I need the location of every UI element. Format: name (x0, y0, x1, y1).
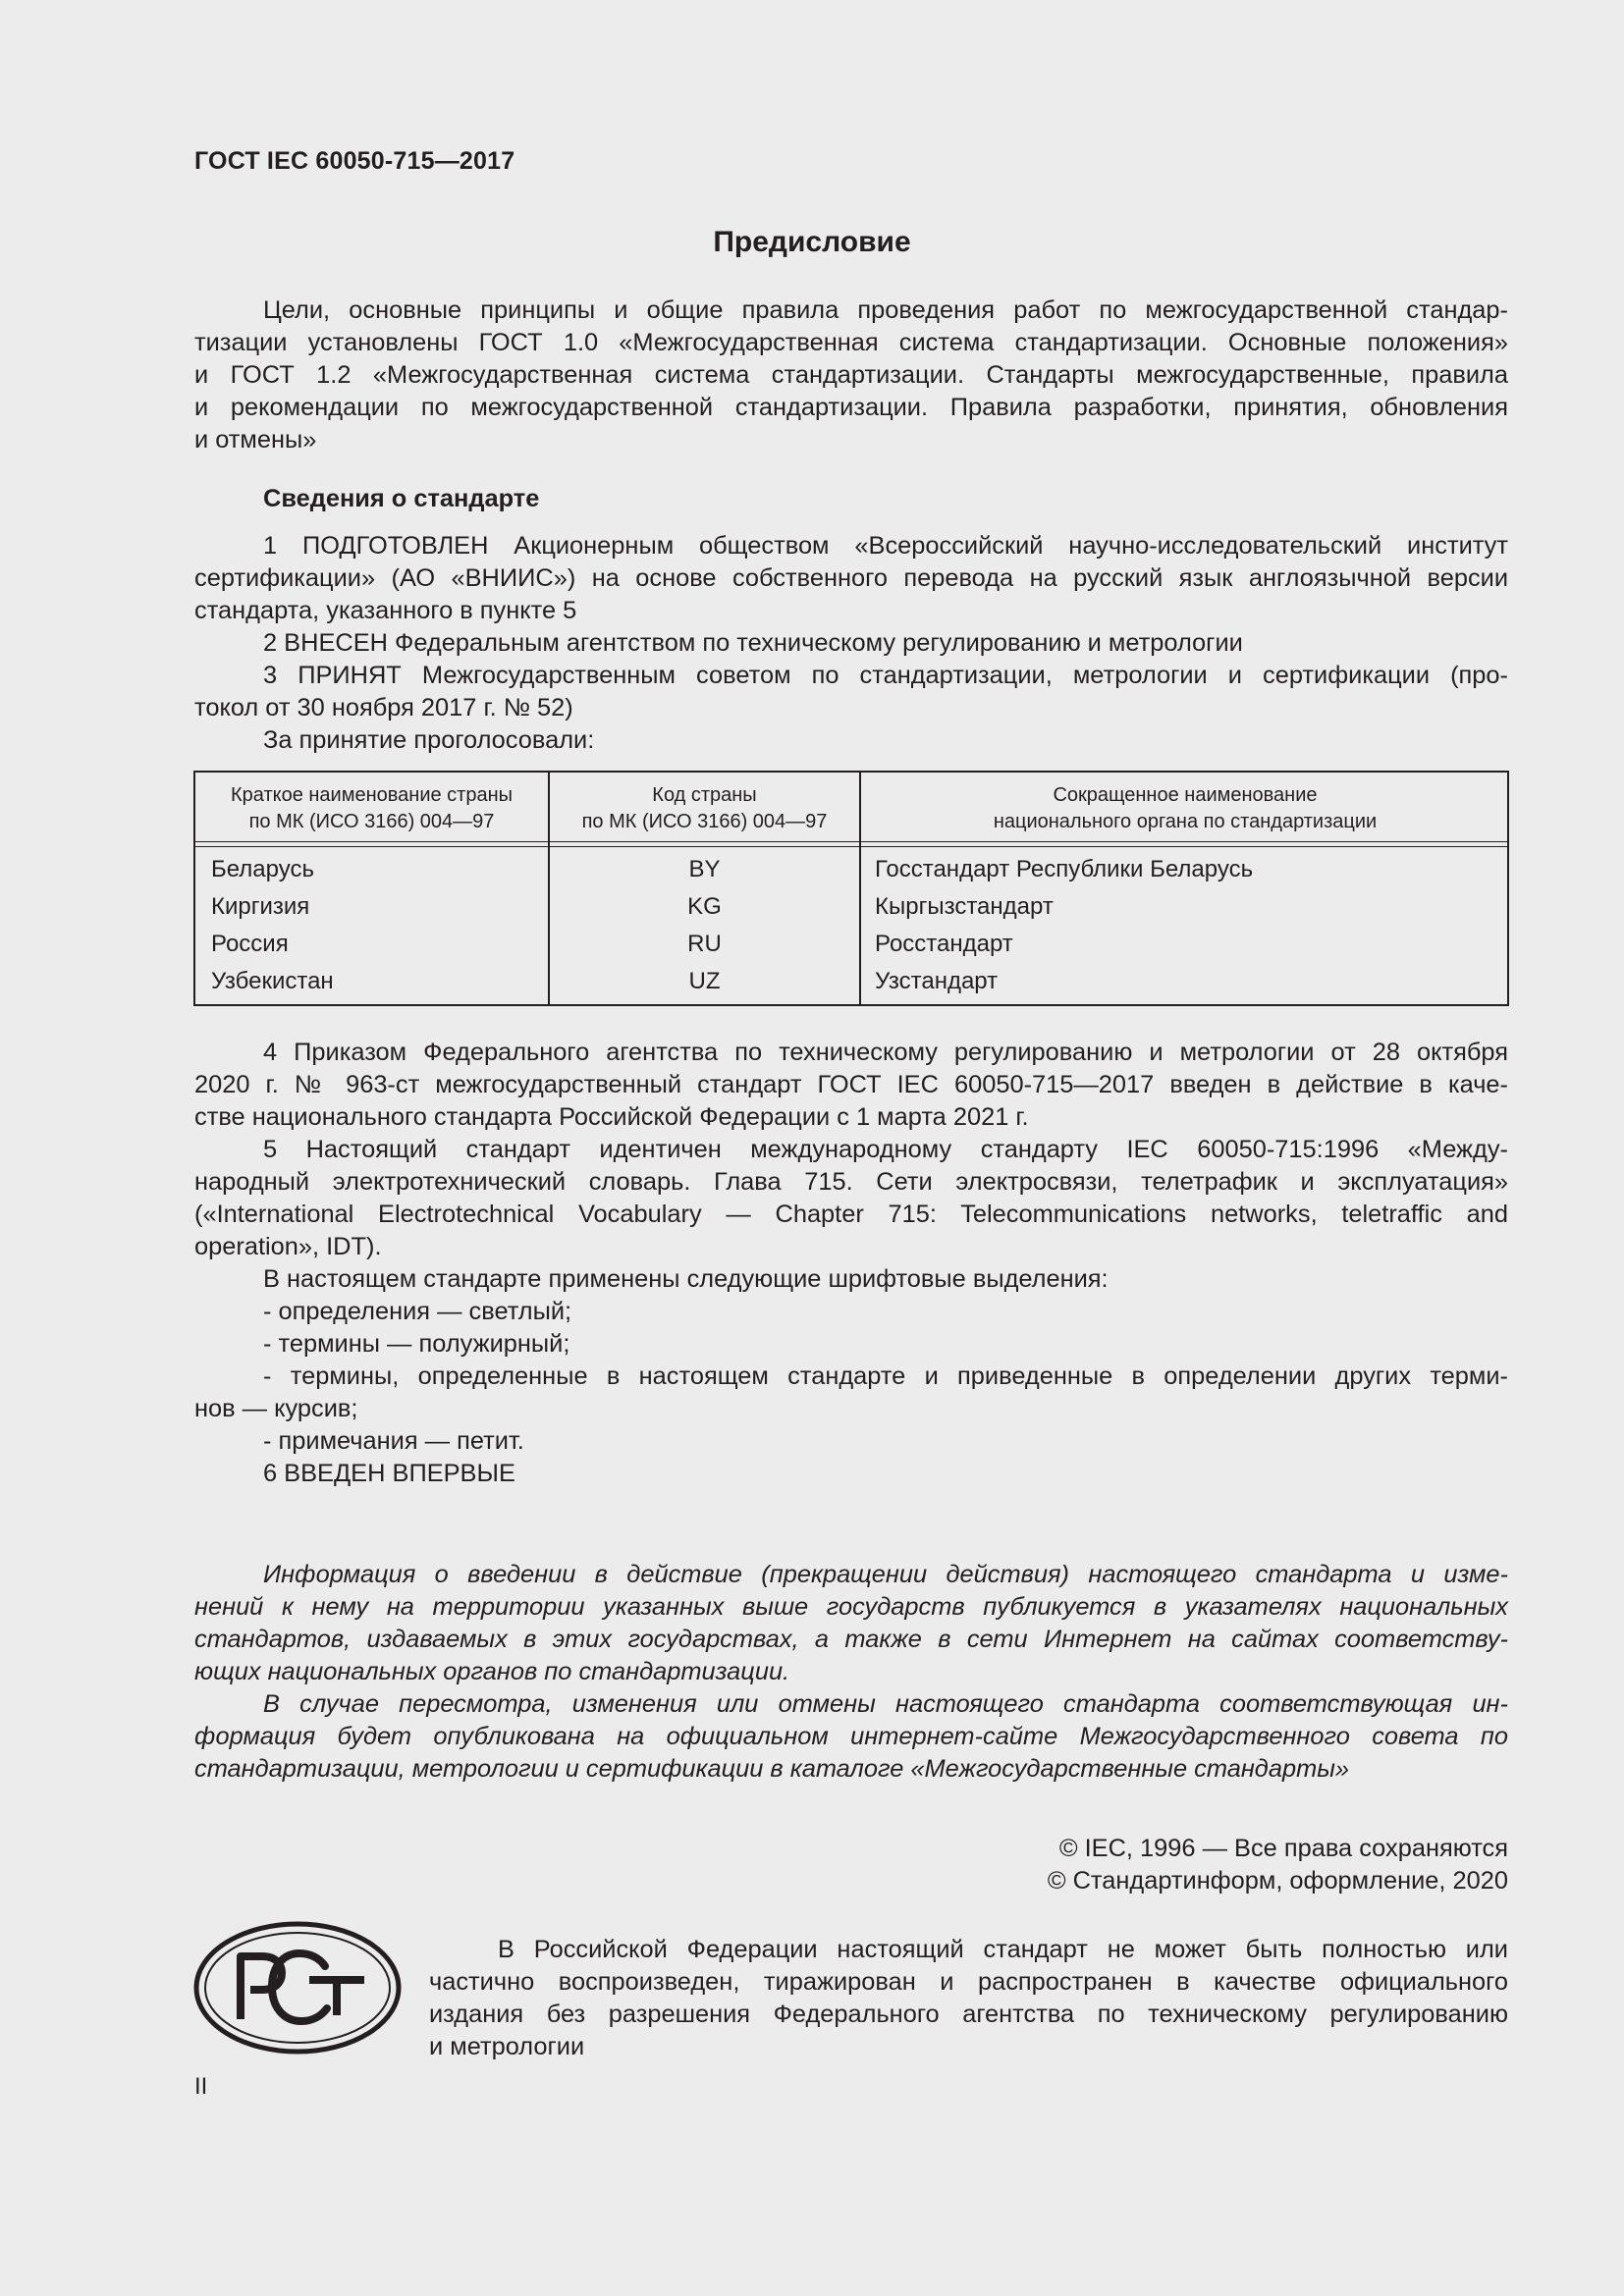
document-header: ГОСТ IEC 60050-715—2017 (194, 147, 515, 175)
table-cell: KG (687, 893, 722, 920)
text-line: 2 ВНЕСЕН Федеральным агентством по техническому регулированию и метрологии (263, 629, 1243, 657)
text-line: 5 Настоящий стандарт идентичен международному стандарту IEC 60050-715:1996 «Между- (263, 1136, 1508, 1163)
table-header-body: Сокращенное наименование национального органа по стандартизации (993, 784, 1378, 832)
table-cell: Киргизия (211, 893, 310, 920)
table-cell: Беларусь (211, 856, 314, 882)
intro-paragraph (194, 294, 1508, 456)
table-cell: Россия (211, 931, 289, 957)
text-line: издания без разрешения Федерального агентства по техническому регулированию (429, 2001, 1508, 2028)
text-line: и отмены» (194, 426, 317, 454)
table-cell: Госстандарт Республики Беларусь (875, 856, 1254, 882)
table-divider (195, 846, 1507, 847)
text-line: и ГОСТ 1.2 «Межгосударственная система стандартизации. Стандарты межгосударственные, правила (194, 361, 1508, 389)
text-line: - термины — полужирный; (263, 1330, 570, 1358)
text-line: ющих национальных органов по стандартизации. (194, 1658, 790, 1685)
text-line: нов — курсив; (194, 1395, 358, 1422)
table-cell: Кыргызстандарт (875, 893, 1054, 920)
text-line: Цели, основные принципы и общие правила проведения работ по межгосударственной стандар- (263, 296, 1508, 324)
table-divider (195, 841, 1507, 842)
text-line: В Российской Федерации настоящий стандарт не может быть полностью или (498, 1936, 1508, 1963)
table-cell: Узстандарт (875, 968, 999, 994)
table-cell: Узбекистан (211, 968, 334, 994)
text-line: частично воспроизведен, тиражирован и распространен в качестве официального (429, 1968, 1508, 1996)
text-line: 3 ПРИНЯТ Межгосударственным советом по стандартизации, метрологии и сертификации (про- (263, 662, 1508, 689)
page-number: II (194, 2073, 208, 2100)
table-cell: RU (687, 931, 722, 957)
text-line: Информация о введении в действие (прекращении действия) настоящего стандарта и изме- (263, 1561, 1508, 1588)
text-line: В настоящем стандарте применены следующие шрифтовые выделения: (263, 1265, 1109, 1293)
text-line: народный электротехнический словарь. Глава 715. Сети электросвязи, телетрафик и эксплуатация» (194, 1168, 1508, 1196)
table-column-country (211, 851, 334, 1000)
text-line: В случае пересмотра, изменения или отмены настоящего стандарта соответствующая ин- (263, 1690, 1508, 1718)
text-line: тизации установлены ГОСТ 1.0 «Межгосударственная система стандартизации. Основные положения» (194, 329, 1508, 356)
legal-notice (429, 1934, 1508, 2063)
table-column-code (550, 851, 859, 1000)
voting-table (193, 771, 1509, 1006)
page-title: Предисловие (713, 226, 911, 258)
copyright-line: © Стандартинформ, оформление, 2020 (1047, 1867, 1508, 1895)
text-line: стандарта, указанного в пункте 5 (194, 597, 577, 624)
italic-notes (194, 1559, 1508, 1786)
table-header-code: Код страны по МК (ИСО 3166) 004—97 (581, 784, 828, 832)
info-items-b (194, 1037, 1508, 1490)
table-cell: Росстандарт (875, 931, 1013, 957)
text-line: токол от 30 ноября 2017 г. № 52) (194, 694, 573, 721)
text-line: нений к нему на территории указанных выше государств публикуется в указателях национальных (194, 1593, 1508, 1621)
table-header-country: Краткое наименование страны по МК (ИСО 3166) 004—97 (230, 784, 514, 832)
section-heading: Сведения о стандарте (263, 485, 540, 512)
text-line: 2020 г. № 963-ст межгосударственный стандарт ГОСТ IEC 60050-715—2017 введен в действие в каче- (194, 1071, 1508, 1098)
text-line: сертификации» (АО «ВНИИС») на основе собственного перевода на русский язык англоязычной версии (194, 564, 1508, 592)
text-line: 1 ПОДГОТОВЛЕН Акционерным обществом «Всероссийский научно-исследовательский институт (263, 532, 1508, 560)
text-line: и рекомендации по межгосударственной стандартизации. Правила разработки, принятия, обновления (194, 394, 1508, 421)
text-line: стве национального стандарта Российской Федерации с 1 марта 2021 г. (194, 1103, 1029, 1131)
text-line: - термины, определенные в настоящем стандарте и приведенные в определении других терми- (263, 1362, 1508, 1390)
text-line: - определения — светлый; (263, 1298, 572, 1325)
logo-label: РСТ (298, 2049, 299, 2050)
table-column-body (875, 851, 1253, 1000)
text-line: стандартов, издаваемых в этих государствах, а также в сети Интернет на сайтах соответству- (194, 1626, 1508, 1653)
rst-logo (193, 1921, 402, 2055)
text-line: - примечания — петит. (263, 1427, 524, 1455)
text-line: («International Electrotechnical Vocabulary — Chapter 715: Telecommunications networks, teletraffic and (194, 1201, 1508, 1228)
text-line: формация будет опубликована на официальном интернет-сайте Межгосударственного совета по (194, 1723, 1508, 1750)
text-line: operation», IDT). (194, 1233, 382, 1260)
text-line: За принятие проголосовали: (263, 726, 595, 754)
table-cell: UZ (688, 968, 721, 994)
text-line: и метрологии (429, 2033, 585, 2060)
text-line: стандартизации, метрологии и сертификации в каталоге «Межгосударственные стандарты» (194, 1755, 1350, 1783)
text-line: 6 ВВЕДЕН ВПЕРВЫЕ (263, 1460, 515, 1487)
table-cell: BY (688, 856, 721, 882)
info-items-a (194, 530, 1508, 757)
text-line: 4 Приказом Федерального агентства по техническому регулированию и метрологии от 28 октября (263, 1039, 1508, 1066)
copyright-block (1048, 1833, 1508, 1897)
copyright-line: © IEC, 1996 — Все права сохраняются (1058, 1835, 1508, 1862)
